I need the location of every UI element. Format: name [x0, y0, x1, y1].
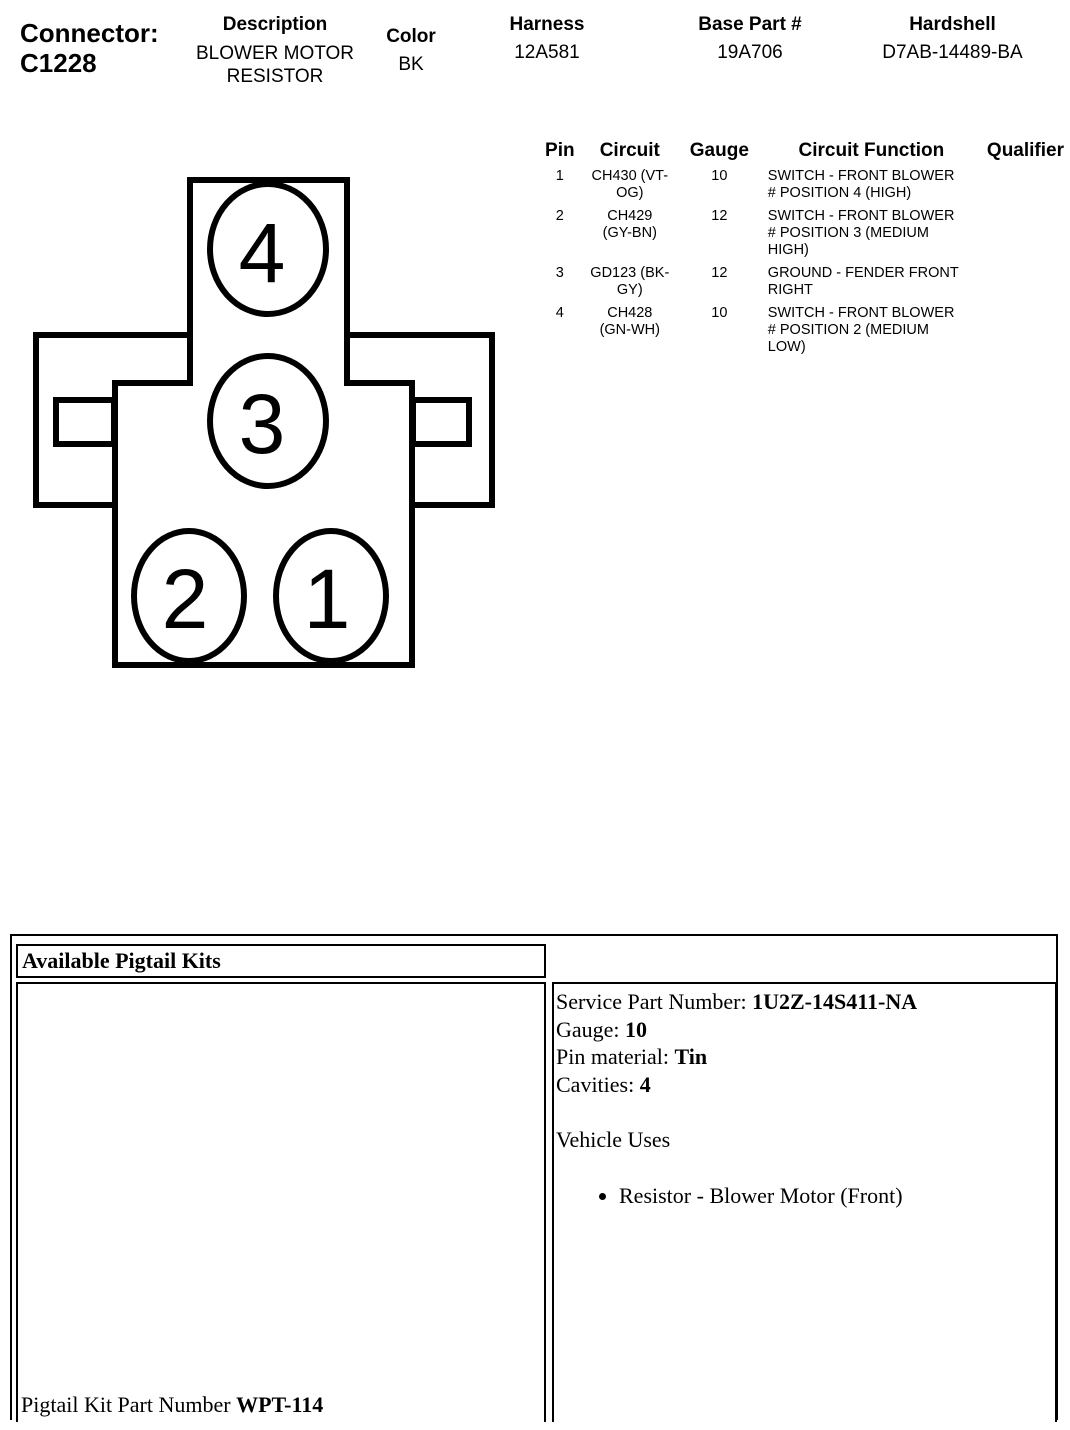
- pin-cell: 1: [555, 168, 564, 184]
- base-part-column: [670, 14, 830, 64]
- circuit-line: (GN-WH): [599, 322, 660, 338]
- connector-inner-outline: [347, 335, 412, 505]
- gauge-value: 10: [625, 1016, 648, 1042]
- column-header-circuit: Circuit: [599, 140, 660, 161]
- connector-label: Connector:: [20, 18, 159, 48]
- description-line: BLOWER MOTOR: [196, 43, 354, 64]
- function-line: RIGHT: [767, 282, 813, 298]
- qualifier-cell: [981, 208, 1070, 265]
- circuit-line: (GY-BN): [602, 225, 657, 241]
- table-row: [537, 208, 1070, 265]
- service-part-label: Service Part Number:: [556, 989, 747, 1014]
- circuit-cell: [583, 305, 677, 362]
- qualifier-cell: [981, 168, 1070, 208]
- kit-part-label: Pigtail Kit Part Number: [21, 1392, 231, 1417]
- function-cell: [762, 168, 981, 208]
- pigtail-kit-image-cell: [16, 982, 546, 1422]
- base-part-heading: Base Part #: [698, 14, 802, 35]
- description-line: RESISTOR: [226, 66, 324, 87]
- function-line: # POSITION 2 (MEDIUM: [767, 322, 929, 338]
- circuit-cell: [583, 208, 677, 265]
- service-part-value: 1U2Z-14S411-NA: [752, 989, 918, 1014]
- connector-id: C1228: [20, 48, 97, 78]
- connector-header: [20, 18, 159, 78]
- vehicle-uses-label: Vehicle Uses: [556, 1127, 671, 1152]
- gauge-cell: 12: [711, 208, 728, 224]
- latch-tab-left: [56, 400, 114, 444]
- function-line: GROUND - FENDER FRONT: [767, 265, 959, 281]
- pigtail-kits-panel: [10, 934, 1058, 1420]
- column-header-gauge: Gauge: [689, 140, 749, 161]
- list-item: • Resistor - Blower Motor (Front): [619, 1182, 917, 1209]
- qualifier-cell: [981, 265, 1070, 305]
- function-line: # POSITION 3 (MEDIUM: [767, 225, 929, 241]
- color-heading: Color: [386, 26, 436, 47]
- harness-column: [472, 14, 622, 64]
- circuit-cell: [583, 265, 677, 305]
- harness-value: 12A581: [514, 42, 580, 63]
- pin-number-label: 2: [161, 552, 209, 646]
- description-column: [180, 14, 370, 88]
- gauge-spec: [556, 1016, 917, 1044]
- service-part-number: [556, 988, 917, 1016]
- pin-table: [537, 140, 1070, 362]
- function-cell: [762, 208, 981, 265]
- base-part-value: 19A706: [717, 42, 783, 63]
- gauge-cell: 10: [711, 168, 728, 184]
- pin-number-label: 4: [238, 206, 286, 300]
- cavities-spec: [556, 1071, 917, 1099]
- function-line: SWITCH - FRONT BLOWER: [767, 208, 955, 224]
- circuit-line: GD123 (BK-: [590, 265, 670, 281]
- function-line: LOW): [767, 339, 806, 355]
- table-row: [537, 305, 1070, 362]
- description-heading: Description: [222, 14, 328, 35]
- harness-heading: Harness: [509, 14, 585, 35]
- column-header-qualifier: Qualifier: [986, 140, 1064, 161]
- function-line: SWITCH - FRONT BLOWER: [767, 168, 955, 184]
- hardshell-column: [860, 14, 1045, 64]
- column-header-pin: Pin: [545, 140, 575, 161]
- gauge-cell: 12: [711, 265, 728, 281]
- connector-inner-outline: [115, 335, 190, 505]
- vehicle-uses-list: [556, 1182, 917, 1209]
- pin-material-value: Tin: [674, 1044, 708, 1069]
- pin-cell: 4: [555, 305, 564, 321]
- gauge-label: Gauge:: [556, 1016, 620, 1042]
- pin-cell: 2: [555, 208, 564, 224]
- function-cell: [762, 305, 981, 362]
- pin-material-label: Pin material:: [556, 1044, 670, 1069]
- function-cell: [762, 265, 981, 305]
- color-value: BK: [398, 54, 424, 75]
- circuit-line: GY): [616, 282, 643, 298]
- pin-number-label: 3: [238, 377, 286, 471]
- circuit-line: OG): [616, 185, 644, 201]
- latch-tab-right: [413, 400, 469, 444]
- function-line: SWITCH - FRONT BLOWER: [767, 305, 955, 321]
- function-line: HIGH): [767, 242, 809, 258]
- hardshell-heading: Hardshell: [909, 14, 996, 35]
- connector-face-diagram: [0, 160, 520, 680]
- table-row: [537, 168, 1070, 208]
- circuit-cell: [583, 168, 677, 208]
- cavities-value: 4: [639, 1071, 651, 1097]
- pigtail-kit-details: [556, 988, 917, 1209]
- circuit-line: CH429: [607, 208, 653, 224]
- pigtail-kit-details-cell: [552, 982, 1057, 1422]
- pin-number-label: 1: [303, 552, 351, 646]
- pigtail-kits-title: Available Pigtail Kits: [16, 944, 546, 978]
- function-line: # POSITION 4 (HIGH): [767, 185, 912, 201]
- qualifier-cell: [981, 305, 1070, 362]
- description-value: [180, 42, 370, 88]
- column-header-circuit-function: Circuit Function: [798, 140, 945, 161]
- gauge-cell: 10: [711, 305, 728, 321]
- circuit-line: CH428: [607, 305, 653, 321]
- table-row: [537, 265, 1070, 305]
- hardshell-value: D7AB-14489-BA: [882, 42, 1023, 63]
- pigtail-kit-part-number: [21, 1392, 323, 1418]
- pin-table-header-row: [537, 140, 1070, 168]
- circuit-line: CH430 (VT-: [591, 168, 669, 184]
- pin-material-spec: [556, 1043, 917, 1071]
- pin-cell: 3: [555, 265, 564, 281]
- kit-part-value: WPT-114: [236, 1392, 324, 1417]
- color-column: [370, 26, 452, 76]
- cavities-label: Cavities:: [556, 1071, 635, 1097]
